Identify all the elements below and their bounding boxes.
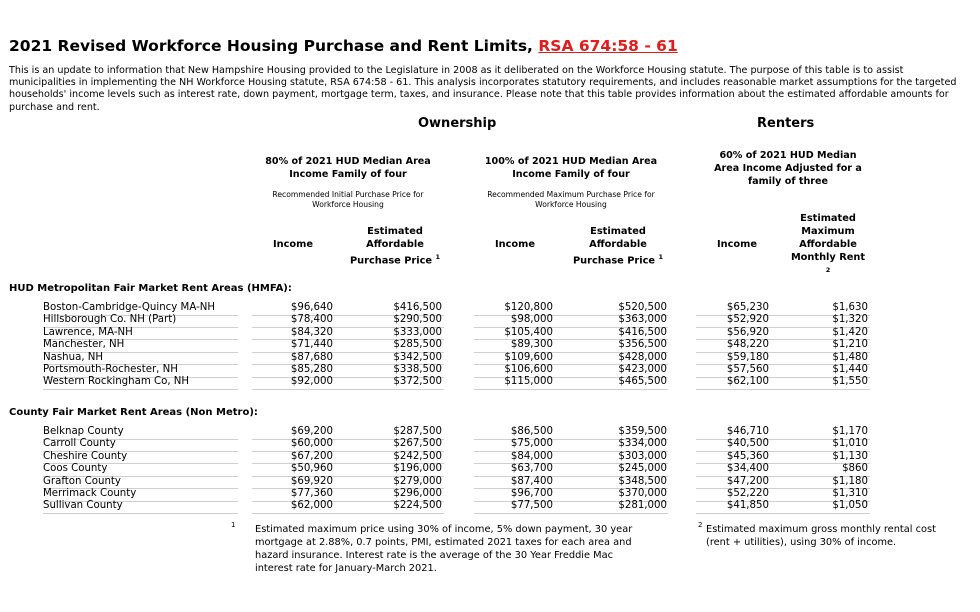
header-purchase-80-footnote: 1	[435, 253, 441, 261]
cell-income-60: $45,360	[726, 450, 769, 462]
cell-rent-60: $1,130	[832, 450, 868, 462]
cell-income-100: $84,000	[510, 450, 553, 462]
cell-purchase-100: $334,000	[618, 438, 667, 450]
cell-purchase-100: $281,000	[618, 500, 667, 512]
cell-income-100: $96,700	[510, 488, 553, 499]
cell-income-100: $89,300	[510, 339, 553, 351]
header-rent	[786, 212, 870, 277]
table-row	[0, 339, 980, 352]
table-row	[0, 352, 980, 365]
area-name: Coos County	[43, 463, 108, 475]
row-rule	[252, 513, 368, 514]
table-row	[0, 451, 980, 464]
area-name: Belknap County	[43, 426, 124, 437]
area-name: Carroll County	[43, 438, 116, 450]
row-rule	[474, 389, 590, 390]
cell-income-80: $77,360	[290, 488, 333, 499]
cell-purchase-100: $356,500	[618, 339, 667, 351]
cell-purchase-100: $359,500	[618, 426, 667, 437]
intro-paragraph: This is an update to information that New Hampshire Housing provided to the Legislature in 2008 as it deliberated on the Workforce Housing statute. The purpose of this table is to assist municipalities in implementing the NH Workforce Housing statute, RSA 674:58 - 61. This analysis incorporates statutory requirements, and includes reasonable market assumptions for the targeted households' income levels such as interest rate, down payment, mortgage term, taxes, and insurance. Please note that this table provides information about the estimated affordable amounts for purchase and rent.	[9, 65, 957, 113]
cell-purchase-80: $279,000	[393, 475, 442, 487]
cell-rent-60: $1,310	[832, 488, 868, 499]
area-name: Boston-Cambridge-Quincy MA-NH	[43, 302, 216, 313]
cell-purchase-100: $370,000	[618, 488, 667, 499]
row-rule	[588, 389, 668, 390]
cell-income-80: $92,000	[290, 376, 333, 388]
cell-rent-60: $860	[842, 463, 868, 475]
cell-income-60: $52,920	[726, 314, 769, 326]
row-rule	[366, 513, 444, 514]
area-name: Portsmouth-Rochester, NH	[43, 364, 178, 375]
cell-income-80: $69,920	[290, 475, 333, 487]
cell-purchase-100: $303,000	[618, 450, 667, 462]
section-hmfa-label: HUD Metropolitan Fair Market Rent Areas (HMFA):	[9, 283, 292, 294]
cell-purchase-80: $290,500	[393, 314, 442, 326]
cell-rent-60: $1,480	[832, 351, 868, 363]
table-row	[0, 302, 980, 315]
ownership-heading: Ownership	[418, 116, 497, 131]
header-purchase-100-footnote: 1	[658, 253, 664, 261]
group-100-note: Recommended Maximum Purchase Price for Workforce Housing	[487, 190, 655, 209]
footnote-1-text: Estimated maximum price using 30% of income, 5% down payment, 30 year mortgage at 2.88%, 0.7 points, PMI, estimated 2021 taxes for each area and hazard insurance. Interest rate is the average of the 30 Year Freddie Mac interest rate for January-March 2021.	[255, 524, 633, 574]
table-row	[0, 364, 980, 377]
area-name: Nashua, NH	[43, 351, 104, 363]
cell-income-60: $62,100	[726, 376, 769, 388]
cell-income-100: $63,700	[510, 463, 553, 475]
cell-income-80: $60,000	[290, 438, 333, 450]
header-income-80: Income	[272, 239, 313, 250]
header-income-100: Income	[494, 239, 535, 250]
cell-income-60: $34,400	[726, 463, 769, 475]
cell-income-80: $85,280	[290, 364, 333, 375]
group-100-title: 100% of 2021 HUD Median Area Income Family of four	[484, 156, 658, 180]
cell-income-80: $67,200	[290, 450, 333, 462]
cell-rent-60: $1,180	[832, 475, 868, 487]
cell-income-80: $84,320	[290, 326, 333, 338]
cell-income-100: $115,000	[504, 376, 553, 388]
cell-income-100: $86,500	[510, 426, 553, 437]
cell-purchase-100: $520,500	[618, 302, 667, 313]
header-purchase-80-text: Estimated Affordable Purchase Price	[349, 226, 433, 267]
cell-purchase-100: $465,500	[618, 376, 667, 388]
cell-purchase-80: $196,000	[393, 463, 442, 475]
table-row	[0, 500, 980, 513]
table-row	[0, 476, 980, 489]
cell-income-80: $62,000	[290, 500, 333, 512]
group-60-title: 60% of 2021 HUD Median Area Income Adjusted for a family of three	[714, 150, 862, 187]
cell-rent-60: $1,320	[832, 314, 868, 326]
area-name: Sullivan County	[43, 500, 123, 512]
footnote-2-number: 2	[698, 521, 703, 529]
cell-income-80: $71,440	[290, 339, 333, 351]
area-name: Hillsborough Co. NH (Part)	[43, 314, 177, 326]
cell-income-60: $59,180	[726, 351, 769, 363]
cell-purchase-80: $267,500	[393, 438, 442, 450]
cell-rent-60: $1,550	[832, 376, 868, 388]
cell-purchase-100: $363,000	[618, 314, 667, 326]
cell-purchase-80: $333,000	[393, 326, 442, 338]
cell-purchase-100: $245,000	[618, 463, 667, 475]
footnote-2-text: Estimated maximum gross monthly rental cost (rent + utilities), using 30% of income.	[706, 524, 936, 548]
cell-income-100: $77,500	[510, 500, 553, 512]
area-name: Manchester, NH	[43, 339, 125, 351]
table-row	[0, 488, 980, 501]
table-row	[0, 438, 980, 451]
cell-rent-60: $1,420	[832, 326, 868, 338]
row-rule	[366, 389, 444, 390]
cell-income-60: $40,500	[726, 438, 769, 450]
header-purchase-80	[344, 225, 446, 267]
cell-income-60: $52,220	[726, 488, 769, 499]
header-purchase-100	[566, 225, 670, 267]
cell-purchase-80: $287,500	[393, 426, 442, 437]
area-name: Grafton County	[43, 475, 121, 487]
cell-purchase-80: $338,500	[393, 364, 442, 375]
table-row	[0, 314, 980, 327]
cell-purchase-80: $342,500	[393, 351, 442, 363]
title-text: 2021 Revised Workforce Housing Purchase and Rent Limits,	[9, 37, 533, 55]
row-rule	[43, 513, 238, 514]
cell-income-100: $87,400	[510, 475, 553, 487]
cell-purchase-100: $348,500	[618, 475, 667, 487]
cell-rent-60: $1,010	[832, 438, 868, 450]
cell-income-80: $69,200	[290, 426, 333, 437]
cell-income-80: $78,400	[290, 314, 333, 326]
area-name: Cheshire County	[43, 450, 128, 462]
cell-income-80: $50,960	[290, 463, 333, 475]
cell-income-60: $56,920	[726, 326, 769, 338]
cell-purchase-80: $242,500	[393, 450, 442, 462]
cell-income-60: $57,560	[726, 364, 769, 375]
cell-rent-60: $1,170	[832, 426, 868, 437]
cell-income-100: $98,000	[510, 314, 553, 326]
cell-income-100: $106,600	[504, 364, 553, 375]
cell-rent-60: $1,210	[832, 339, 868, 351]
cell-income-60: $46,710	[726, 426, 769, 437]
cell-income-60: $41,850	[726, 500, 769, 512]
table-row	[0, 376, 980, 389]
renters-heading: Renters	[757, 116, 815, 131]
cell-rent-60: $1,630	[832, 302, 868, 313]
area-name: Merrimack County	[43, 488, 137, 499]
cell-rent-60: $1,050	[832, 500, 868, 512]
row-rule	[696, 513, 806, 514]
cell-income-60: $65,230	[726, 302, 769, 313]
header-income-60: Income	[716, 239, 757, 250]
cell-income-100: $75,000	[510, 438, 553, 450]
table-row	[0, 426, 980, 439]
row-rule	[474, 513, 590, 514]
cell-income-100: $109,600	[504, 351, 553, 363]
row-rule	[804, 389, 870, 390]
group-80-title: 80% of 2021 HUD Median Area Income Family of four	[265, 156, 431, 180]
cell-income-80: $87,680	[290, 351, 333, 363]
header-rent-text: Estimated Maximum Affordable Monthly Rent	[790, 213, 866, 263]
table-row	[0, 327, 980, 340]
cell-purchase-80: $372,500	[393, 376, 442, 388]
row-rule	[804, 513, 870, 514]
area-name: Lawrence, MA-NH	[43, 326, 133, 338]
page-title	[9, 37, 678, 55]
cell-income-100: $105,400	[504, 326, 553, 338]
cell-purchase-100: $428,000	[618, 351, 667, 363]
row-rule	[588, 513, 668, 514]
footnote-1-number: 1	[231, 521, 236, 529]
cell-purchase-80: $224,500	[393, 500, 442, 512]
header-purchase-100-text: Estimated Affordable Purchase Price	[572, 226, 656, 267]
cell-purchase-80: $285,500	[393, 339, 442, 351]
cell-purchase-100: $416,500	[618, 326, 667, 338]
area-name: Western Rockingham Co, NH	[43, 376, 190, 388]
group-80-note: Recommended Initial Purchase Price for Workforce Housing	[272, 190, 424, 209]
row-rule	[252, 389, 368, 390]
cell-income-60: $48,220	[726, 339, 769, 351]
cell-purchase-100: $423,000	[618, 364, 667, 375]
header-rent-footnote: 2	[825, 266, 831, 274]
statute-link[interactable]: RSA 674:58 - 61	[538, 37, 678, 55]
row-rule	[696, 389, 806, 390]
table-row	[0, 463, 980, 476]
row-rule	[43, 389, 238, 390]
section-county-label: County Fair Market Rent Areas (Non Metro):	[9, 407, 258, 418]
cell-rent-60: $1,440	[832, 364, 868, 375]
cell-income-80: $96,640	[290, 302, 333, 313]
cell-income-100: $120,800	[504, 302, 553, 313]
cell-purchase-80: $296,000	[393, 488, 442, 499]
cell-purchase-80: $416,500	[393, 302, 442, 313]
cell-income-60: $47,200	[726, 475, 769, 487]
